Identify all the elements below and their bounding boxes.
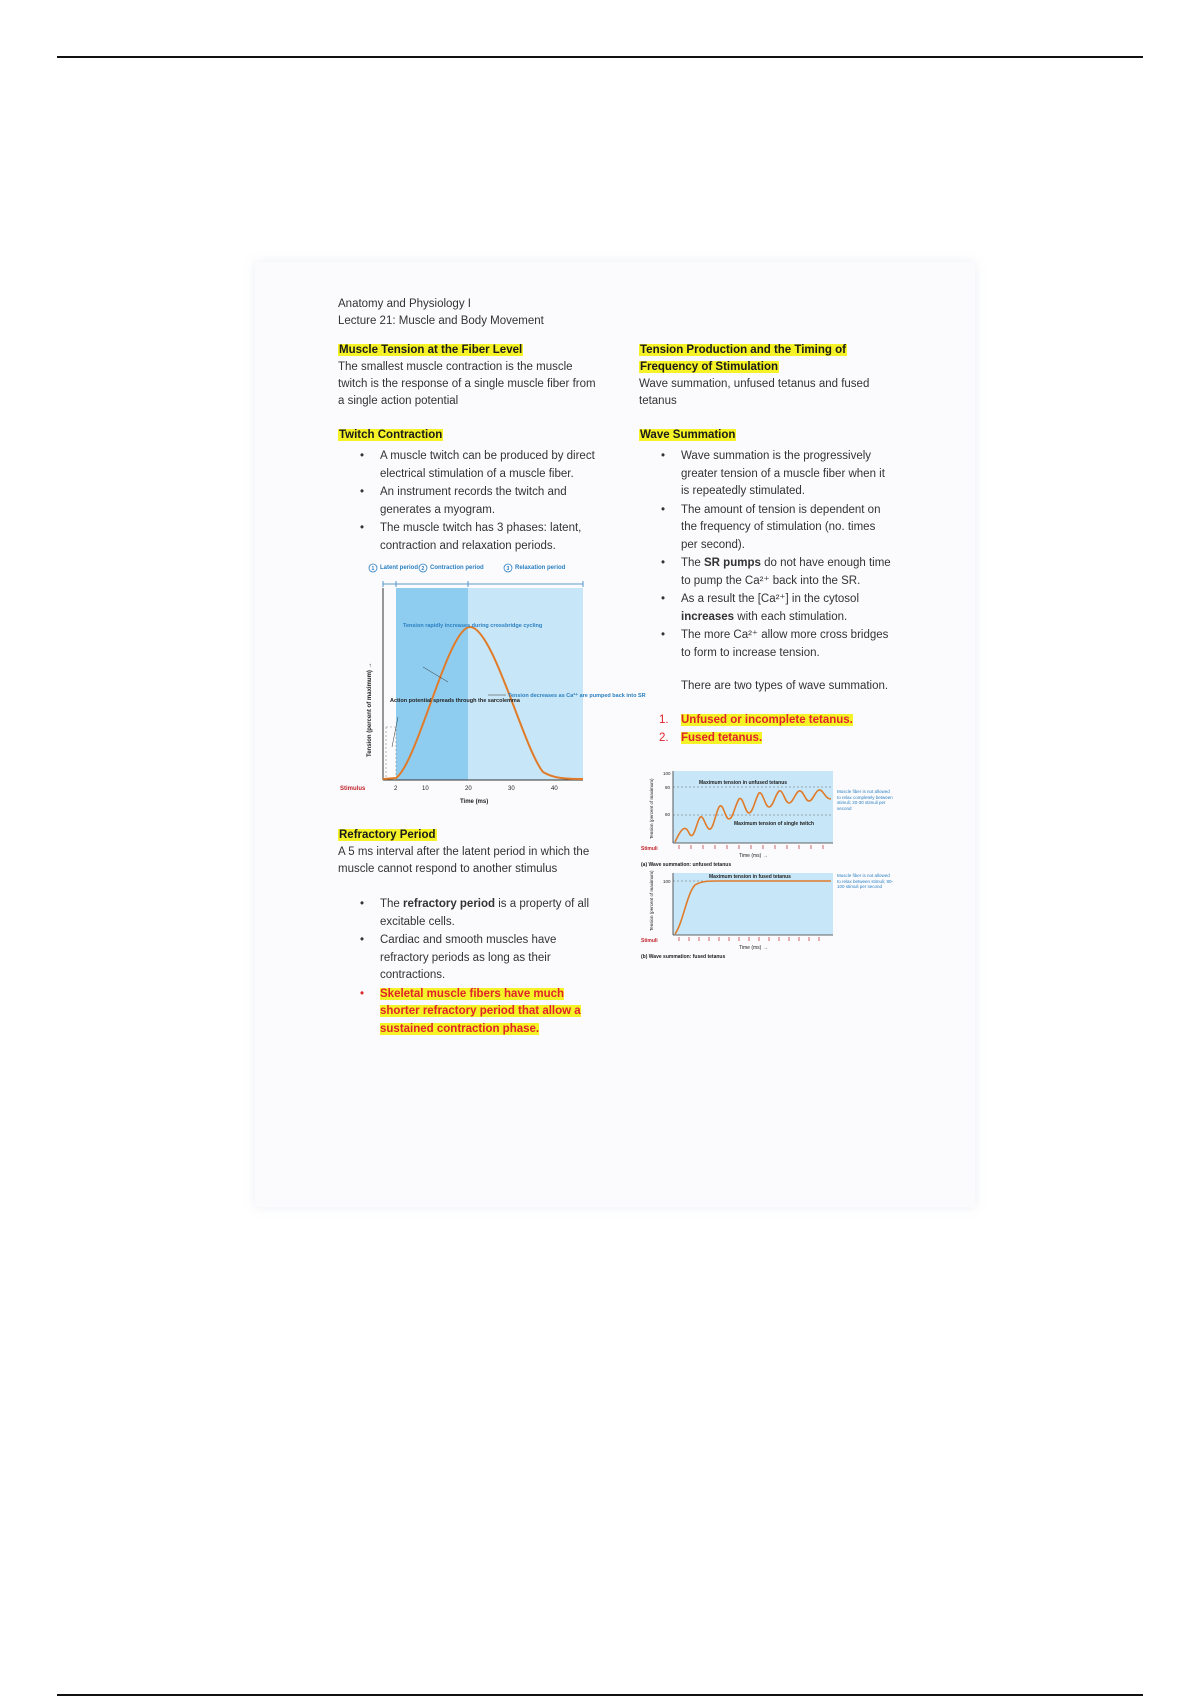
svg-text:1: 1 xyxy=(371,566,375,572)
wave-summation-bullets xyxy=(639,448,894,662)
bottom-rule xyxy=(57,1694,1143,1696)
top-rule xyxy=(57,56,1143,58)
wave-types-list xyxy=(639,711,894,747)
section-text: A 5 ms interval after the latent period in which the muscle cannot respond to another stimulus xyxy=(338,846,590,875)
y-tick-label: 100 xyxy=(663,771,671,776)
twitch-myogram-figure xyxy=(338,557,646,817)
tick-label: 2 xyxy=(394,786,398,792)
x-axis-label: Time (ms) → xyxy=(739,853,768,859)
section-heading: Twitch Contraction xyxy=(339,429,443,441)
document-header xyxy=(338,296,544,330)
phase-latent-label: Latent period xyxy=(380,565,419,571)
fused-side-note: Muscle fiber is not allowed to relax between stimuli; 80-100 stimuli per second xyxy=(837,873,894,889)
section-heading: Muscle Tension at the Fiber Level xyxy=(339,344,523,356)
list-item: 2. Fused tetanus. xyxy=(659,732,763,744)
tick-label: 10 xyxy=(422,786,429,792)
list-item: • As a result the [Ca²⁺] in the cytosol increases with each stimulation. xyxy=(681,591,894,626)
section-text: Wave summation, unfused tetanus and fused tetanus xyxy=(639,378,870,407)
figure-caption: (b) Wave summation: fused tetanus xyxy=(641,954,726,960)
y-axis-label: Tension (percent of maximum) xyxy=(649,778,654,839)
fused-tetanus-figure xyxy=(639,871,894,971)
stimulus-label: Stimulus xyxy=(340,786,366,792)
max-tension-fused-label: Maximum tension in fused tetanus xyxy=(709,874,791,880)
section-text: The smallest muscle contraction is the muscle twitch is the response of a single muscle fiber from a single action potential xyxy=(338,361,596,407)
tick-label: 40 xyxy=(551,786,558,792)
list-item: • The amount of tension is dependent on the frequency of stimulation (no. times per second). xyxy=(681,502,894,555)
list-item: • The more Ca²⁺ allow more cross bridges to form to increase tension. xyxy=(681,627,894,662)
section-heading: Wave Summation xyxy=(640,429,736,441)
max-tension-unfused-label: Maximum tension in unfused tetanus xyxy=(699,780,788,786)
list-item: • The SR pumps do not have enough time to pump the Ca²⁺ back into the SR. xyxy=(681,555,894,590)
refractory-bullets xyxy=(338,896,603,1038)
section-heading: Refractory Period xyxy=(339,829,436,841)
list-item: 1. Unfused or incomplete tetanus. xyxy=(659,714,853,726)
document-page xyxy=(255,262,975,1207)
list-item: • The muscle twitch has 3 phases: latent, contraction and relaxation periods. xyxy=(380,520,603,555)
phase-relaxation-label: Relaxation period xyxy=(515,565,566,571)
y-tick-label: 100 xyxy=(663,879,671,884)
twitch-bullets xyxy=(338,448,603,555)
svg-text:2: 2 xyxy=(421,566,425,572)
section-heading: Frequency of Stimulation xyxy=(640,361,779,373)
list-item: • A muscle twitch can be produced by direct electrical stimulation of a muscle fiber. xyxy=(380,448,603,483)
stimuli-label: Stimuli xyxy=(641,846,658,852)
note-action-potential: Action potential spreads through the sarcolemma xyxy=(390,698,520,704)
unfused-side-note: Muscle fiber is not allowed to relax completely between stimuli; 20-30 stimuli per second xyxy=(837,789,893,811)
y-tick-label: 60 xyxy=(665,812,671,817)
y-axis-label: Tension (percent of maximum) → xyxy=(367,662,373,757)
figure-caption: (a) Wave summation: unfused tetanus xyxy=(641,862,732,868)
svg-text:3: 3 xyxy=(506,566,510,572)
note-tension-rise: Tension rapidly increases during crossbridge cycling xyxy=(403,623,543,629)
y-axis-label: Tension (percent of maximum) xyxy=(649,870,654,931)
unfused-tetanus-figure xyxy=(639,769,894,869)
left-column xyxy=(338,342,646,1039)
phase-contraction-label: Contraction period xyxy=(430,565,484,571)
list-item: • Cardiac and smooth muscles have refractory periods as long as their contractions. xyxy=(380,932,603,985)
types-text: There are two types of wave summation. xyxy=(681,680,889,692)
y-tick-label: 80 xyxy=(665,785,671,790)
list-item: • Skeletal muscle fibers have much shorter refractory period that allow a sustained contraction phase. xyxy=(380,986,603,1039)
note-tension-fall: Tension decreases as Ca²⁺ are pumped back into SR xyxy=(508,693,646,699)
section-heading: Tension Production and the Timing of xyxy=(640,344,846,356)
tick-label: 20 xyxy=(465,786,472,792)
list-item: • The refractory period is a property of all excitable cells. xyxy=(380,896,603,931)
x-axis-label: Time (ms) xyxy=(460,799,489,805)
list-item: • An instrument records the twitch and generates a myogram. xyxy=(380,484,603,519)
right-column xyxy=(639,342,894,971)
tick-label: 30 xyxy=(508,786,515,792)
stimuli-label: Stimuli xyxy=(641,938,658,944)
list-item: • Wave summation is the progressively greater tension of a muscle fiber when it is repeatedly stimulated. xyxy=(681,448,894,501)
course-title: Anatomy and Physiology I xyxy=(338,298,471,310)
max-tension-twitch-label: Maximum tension of single twitch xyxy=(734,821,815,827)
lecture-title: Lecture 21: Muscle and Body Movement xyxy=(338,315,544,327)
x-axis-label: Time (ms) → xyxy=(739,945,768,951)
